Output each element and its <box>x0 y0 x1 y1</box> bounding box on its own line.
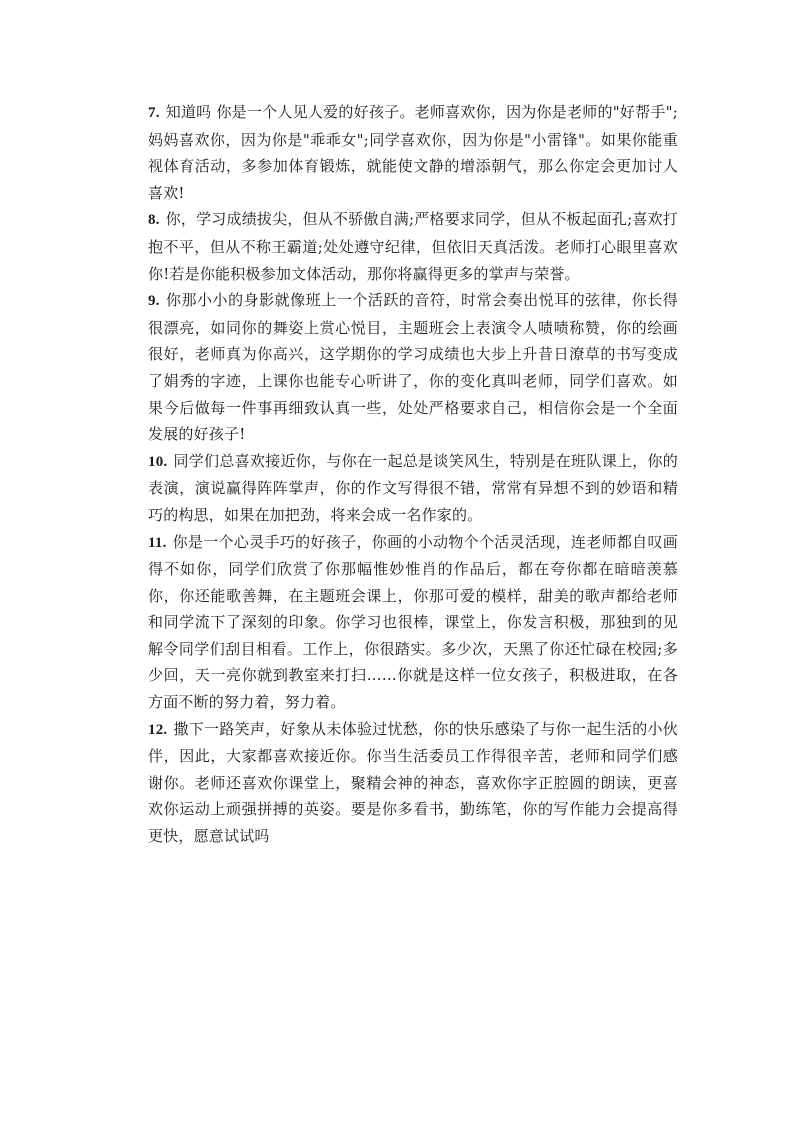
paragraph-text: 撒下一路笑声，好象从未体验过忧愁，你的快乐感染了与你一起生活的小伙伴，因此，大家都喜欢接近你。你当生活委员工作得很辛苦，老师和同学们感谢你。老师还喜欢你课堂上，聚精会神的神态，喜欢你字正腔圆的朗读，更喜欢你运动上顽强拼搏的英姿。要是你多看书，勤练笔，你的写作能力会提高得更快，愿意试试吗 <box>148 719 678 846</box>
comment-paragraph-8 <box>148 206 678 287</box>
paragraph-number: 7. <box>148 105 160 121</box>
comment-paragraph-11 <box>148 529 678 716</box>
document-body <box>148 99 678 850</box>
comment-paragraph-9 <box>148 287 678 448</box>
paragraph-number: 8. <box>148 212 160 229</box>
paragraph-number: 10. <box>148 453 168 470</box>
paragraph-number: 12. <box>148 721 168 738</box>
paragraph-text: 你是一个心灵手巧的好孩子，你画的小动物个个活灵活现，连老师都自叹画得不如你，同学们欣赏了你那幅惟妙惟肖的作品后，都在夸你都在暗暗羡慕你，你还能歌善舞，在主题班会课上，你那可爱的模样，甜美的歌声都给老师和同学流下了深刻的印象。你学习也很棒，课堂上，你发言积极，那独到的见解令同学们刮目相看。工作上，你很踏实。多少次，天黑了你还忙碌在校园;多少回，天一亮你就到教室来打扫……你就是这样一位女孩子，积极进取，在各方面不断的努力着，努力着。 <box>148 532 678 712</box>
paragraph-number: 9. <box>148 293 160 310</box>
paragraph-number: 11. <box>148 534 167 551</box>
paragraph-text: 知道吗 你是一个人见人爱的好孩子。老师喜欢你，因为你是老师的"好帮手";妈妈喜欢你，因为你是"乖乖女";同学喜欢你，因为你是"小雷锋"。如果你能重视体育活动，多参加体育锻炼，就能使文静的增添朝气，那么你定会更加讨人喜欢! <box>148 103 678 202</box>
comment-paragraph-10 <box>148 448 678 529</box>
comment-paragraph-7 <box>148 99 678 206</box>
comment-paragraph-12 <box>148 716 678 850</box>
paragraph-text: 你，学习成绩拔尖，但从不骄傲自满;严格要求同学，但从不板起面孔;喜欢打抱不平，但从不称王霸道;处处遵守纪律，但依旧天真活泼。老师打心眼里喜欢你!若是你能积极参加文体活动，那你将赢得更多的掌声与荣誉。 <box>148 210 678 283</box>
paragraph-text: 你那小小的身影就像班上一个活跃的音符，时常会奏出悦耳的弦律，你长得很漂亮，如同你的舞姿上赏心悦目，主题班会上表演令人啧啧称赞，你的绘画很好，老师真为你高兴，这学期你的学习成绩也大步上升昔日潦草的书写变成了娟秀的字迹，上课你也能专心听讲了，你的变化真叫老师，同学们喜欢。如果今后做每一件事再细致认真一些，处处严格要求自己，相信你会是一个全面发展的好孩子! <box>148 291 678 444</box>
paragraph-text: 同学们总喜欢接近你，与你在一起总是谈笑风生，特别是在班队课上，你的表演，演说赢得阵阵掌声，你的作文写得很不错，常常有异想不到的妙语和精巧的构思，如果在加把劲，将来会成一名作家的。 <box>148 451 678 524</box>
